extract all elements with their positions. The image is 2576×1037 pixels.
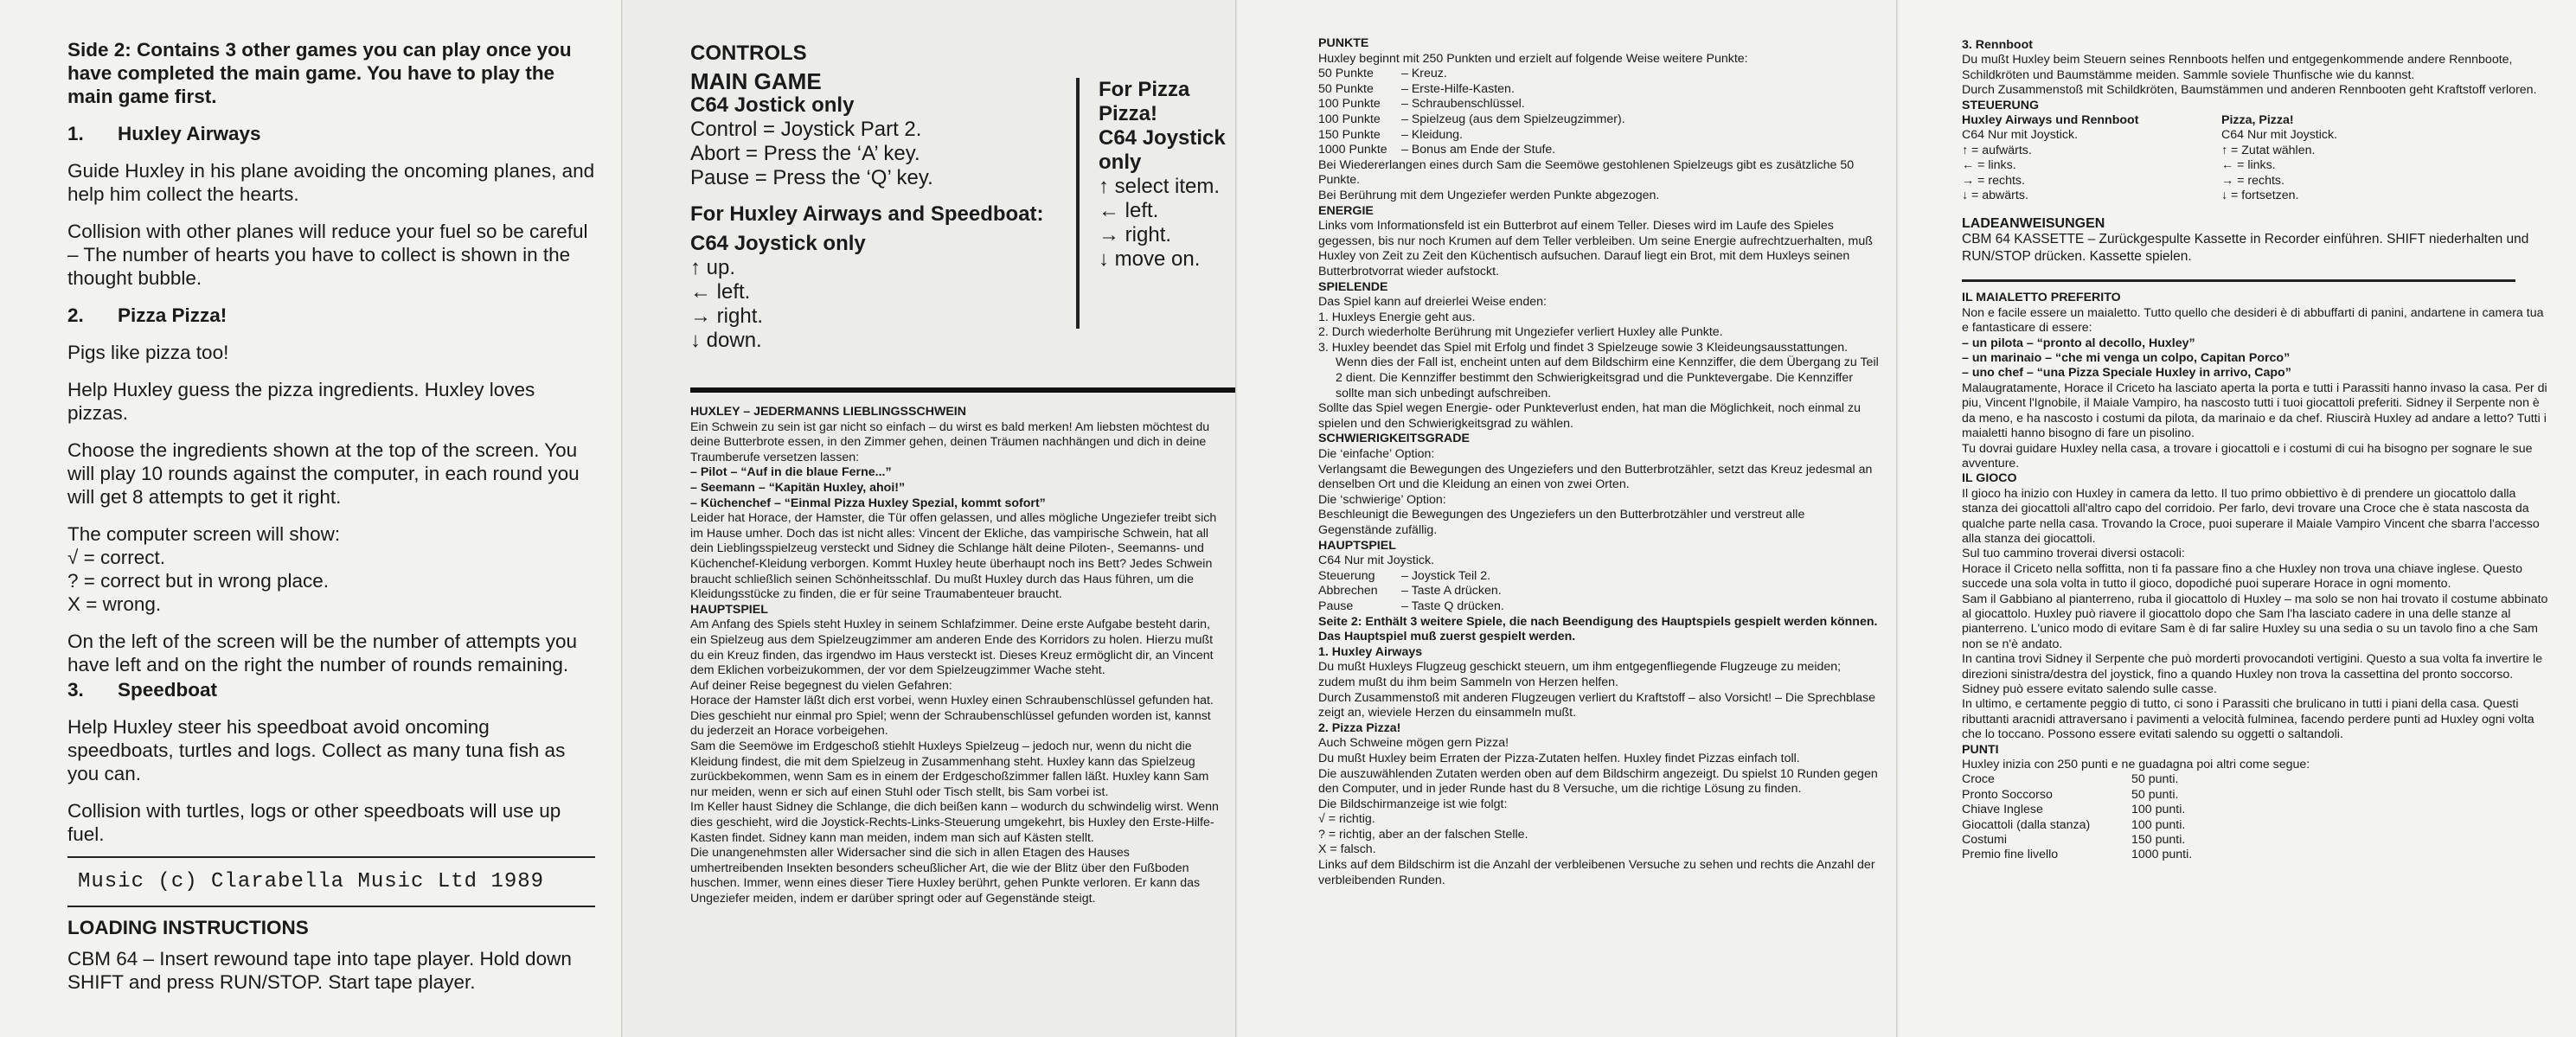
- legend-wrong-place: ? = correct but in wrong place.: [67, 570, 330, 592]
- loading-text: CBM 64 – Insert rewound tape into tape player. Hold down SHIFT and press RUN/STOP. Start tape player.: [67, 948, 572, 993]
- left-line: ← left.: [690, 280, 751, 304]
- punkte-row-key: 50 Punkte: [1318, 81, 1374, 96]
- steuerung-right-item: ↓ = fortsetzen.: [2221, 189, 2299, 203]
- hauptspiel-heading: HAUPTSPIEL: [1318, 538, 1396, 553]
- control-row-value: – Taste A drücken.: [1401, 584, 1502, 599]
- gioco-text: In ultimo, e certamente peggio di tutto, ci sono i Parassiti che brulicano in tutti i piani della casa. Questi ributtanti aracnidi attraversano i pavimenti a velocità fulminea, facendo perdere punti ad Huxley ogni volta che lo toccano. Possono essere evitati salendo su oggetti o saltandoli.: [1962, 697, 2534, 742]
- control-row: [1318, 569, 1881, 585]
- pizza-legend: X = falsch.: [1318, 842, 1376, 857]
- punti-row: [1962, 803, 2552, 817]
- italian-title: IL MAIALETTO PREFERITO: [1962, 291, 2121, 305]
- spielende-heading: SPIELENDE: [1318, 279, 1388, 294]
- gioco-text: Sam il Gabbiano al pianterreno, ruba il giocattolo di Huxley – ma solo se non hai trovato il costume abbinato al giocattolo. Huxley può riavere il giocattolo dopo che Sam l'ha lasciato cadere in una delle stanze al pianterreno. L'unico modo di evitare Sam è di far salire Huxley su una sedia o su un tavolo fino a che Sam non se n'è andato.: [1962, 592, 2548, 651]
- game1-number: 1.: [67, 123, 84, 144]
- gioco-text: Horace il Criceto nella soffitta, non ti fa passare fino a che Huxley non trova una chiave inglese. Questo succede una sola volta in tutto il gioco, dopodiché puoi superare Horace in ogni momento.: [1962, 561, 2522, 592]
- control-row-key: Steuerung: [1318, 568, 1375, 583]
- steuerung-left-item: → = rechts.: [1962, 173, 2025, 188]
- airways-heading: 1. Huxley Airways: [1318, 644, 1423, 659]
- punti-row-value: 150 punti.: [2131, 833, 2186, 848]
- loading-heading: LOADING INSTRUCTIONS: [67, 917, 309, 938]
- pizza-text: Auch Schweine mögen gern Pizza!: [1318, 736, 1509, 751]
- game1-heading: [67, 122, 595, 145]
- c64-joystick-label: C64 Joystick only: [690, 232, 866, 255]
- steuerung-right-item: → = rechts.: [2221, 173, 2284, 188]
- control-row-key: Abbrechen: [1318, 584, 1378, 599]
- intro-rest: Contains 3 other games you can play once you have completed the main game. You have to play the main game first.: [67, 39, 572, 107]
- steuerung-left-item: ↓ = abwärts.: [1962, 189, 2028, 203]
- punkte-text: Bei Wiedererlangen eines durch Sam die Seemöwe gestohlenen Spielzeugs gibt es zusätzliche 50 Punkte.: [1318, 157, 1855, 188]
- german-title: HUXLEY – JEDERMANNS LIEBLINGSSCHWEIN: [690, 405, 966, 419]
- spielende-text: Das Spiel kann auf dreierlei Weise enden:: [1318, 295, 1547, 310]
- steuerung-right-c64: C64 Nur mit Joystick.: [2221, 128, 2338, 143]
- schwierigkeit-text: Beschleunigt die Bewegungen des Ungeziefers un den Butterbrotzähler und verstreut alle Gegenstände zufällig.: [1318, 508, 1805, 537]
- steuerung-right-heading: Pizza, Pizza!: [2221, 113, 2294, 128]
- game2-number: 2.: [67, 304, 84, 326]
- airways-text: Du mußt Huxleys Flugzeug geschickt steuern, um ihm entgegenfliegende Flugzeuge zu meiden; zudem mußt du ihm beim Sammeln von Herzen helfen.: [1318, 660, 1842, 689]
- punti-row-value: 100 punti.: [2131, 817, 2186, 832]
- game3-heading: [67, 678, 595, 701]
- gioco-text: Sul tuo cammino troverai diversi ostacoli:: [1962, 547, 2185, 561]
- punti-row: [1962, 833, 2552, 848]
- panel-english: [0, 0, 625, 1037]
- airways-controls-heading: For Huxley Airways and Speedboat:: [690, 202, 1044, 226]
- schwierigkeit-heading: SCHWIERIGKEITSGRADE: [1318, 432, 1470, 446]
- german-list-item: – Küchenchef – “Einmal Pizza Huxley Spezial, kommt sofort”: [690, 496, 1046, 510]
- punkte-row: [1318, 143, 1881, 158]
- italian-text: Malaugratamente, Horace il Criceto ha lasciato aperta la porta e tutti i Parassiti hanno invaso la casa. Per di piu, Vincent l'Ignobile, il Maiale Vampiro, ha nascosto tutti i tuoi giocattoli preferiti. Sidney il Serpente non è da meno, e ha nascosto i costumi da pilota, da marinaio e da chef. Riuscirà Huxley ad andare a letto? Tutti i maialetti hanno bisogno di fare un pisolino.: [1962, 381, 2547, 441]
- control-row-value: – Taste Q drücken.: [1401, 599, 1504, 613]
- punkte-heading: PUNKTE: [1318, 36, 1369, 50]
- punkte-row: [1318, 82, 1881, 98]
- right-line: → right.: [1099, 223, 1172, 246]
- punkte-row: [1318, 97, 1881, 112]
- punti-row: [1962, 848, 2552, 862]
- control-row-key: Pause: [1318, 599, 1354, 613]
- intro-paragraph: [67, 38, 595, 108]
- intro-bold: Side 2:: [67, 39, 131, 61]
- punkte-text: Bei Berührung mit dem Ungeziefer werden Punkte abgezogen.: [1318, 188, 1660, 202]
- spielende-text: Sollte das Spiel wegen Energie- oder Punkteverlust enden, hat man die Möglichkeit, noch einmal zu spielen und den Schwierigkeitsgrad zu wählen.: [1318, 401, 1861, 431]
- select-line: ↑ select item.: [1099, 175, 1221, 198]
- panel-german-italian: [1900, 0, 2576, 1037]
- punkte-row-key: 50 Punkte: [1318, 67, 1374, 81]
- punti-row-value: 100 punti.: [2131, 803, 2186, 817]
- controls-heading: CONTROLS: [690, 42, 807, 65]
- german-text: Im Keller haust Sidney die Schlange, die dich beißen kann – wodurch du schwindelig wirst. Wenn dies geschieht, wird die Joystick-Rechts-Links-Steuerung umgekehrt, bis Huxley den Erste-Hilfe-Kasten findet. Sidney kann man meiden, indem man sich auf Kästen stellt.: [690, 800, 1219, 845]
- punkte-row-value: – Kleidung.: [1401, 127, 1463, 142]
- music-credit: Music (c) Clarabella Music Ltd 1989: [78, 870, 545, 893]
- pizza-legend: √ = richtig.: [1318, 812, 1375, 827]
- punkte-text: Huxley beginnt mit 250 Punkten und erzielt auf folgende Weise weitere Punkte:: [1318, 51, 1748, 66]
- game2-text: Help Huxley guess the pizza ingredients. Huxley loves pizzas.: [67, 379, 535, 424]
- punti-row-value: 50 punti.: [2131, 787, 2179, 802]
- punkte-row-value: – Schraubenschlüssel.: [1401, 97, 1525, 112]
- pizza-text: Die Bildschirmanzeige ist wie folgt:: [1318, 797, 1508, 811]
- schwierigkeit-text: Die ‘schwierige’ Option:: [1318, 492, 1446, 507]
- right-line: → right.: [690, 304, 764, 328]
- punkte-row-value: – Spielzeug (aus dem Spielzeugzimmer).: [1401, 112, 1625, 126]
- punti-row: [1962, 772, 2552, 787]
- pause-line: Pause = Press the ‘Q’ key.: [690, 166, 933, 189]
- spielende-item: 1. Huxleys Energie geht aus.: [1318, 310, 1476, 324]
- rennboot-text: Du mußt Huxley beim Steuern seines Rennboots helfen und entgegenkommende andere Rennboote, Schildkröten und Baumstämme meiden. Sammle soviele Thunfische wie du kannst.: [1962, 53, 2513, 82]
- italian-list-item: – uno chef – “una Pizza Speciale Huxley in arrivo, Capo”: [1962, 366, 2291, 381]
- steuerung-left-c64: C64 Nur mit Joystick.: [1962, 128, 2079, 143]
- gioco-heading: IL GIOCO: [1962, 471, 2017, 486]
- game3-text: Help Huxley steer his speedboat avoid oncoming speedboats, turtles and logs. Collect as many tuna fish as you can.: [67, 716, 566, 784]
- punti-row-key: Costumi: [1962, 833, 2008, 848]
- steuerung-right-item: ↑ = Zutat wählen.: [2221, 143, 2316, 157]
- steuerung-left-heading: Huxley Airways und Rennboot: [1962, 113, 2139, 128]
- punti-list: [1962, 772, 2552, 862]
- punkte-row-value: – Erste-Hilfe-Kasten.: [1401, 81, 1515, 96]
- game2-heading: [67, 304, 595, 327]
- italian-list-item: – un pilota – “pronto al decollo, Huxley”: [1962, 336, 2195, 350]
- divider: [67, 856, 595, 858]
- punti-heading: PUNTI: [1962, 742, 1999, 757]
- panel-german-2: [1239, 0, 1900, 1037]
- spielende-item: 3. Huxley beendet das Spiel mit Erfolg und findet 3 Spielzeuge sowie 3 Kleideungsausstattungen. Wenn dies der Fall ist, encheint unten auf dem Bildschirm eine Kennziffer, die dem Übergang zu Teil 2 dient. Die Kennziffer bestimmt den Schwierigkeitsgrad und die Punktevergabe. Die Kennziffer sollte man sich unbedingt aufschreiben.: [1318, 340, 1879, 400]
- control-line: Control = Joystick Part 2.: [690, 118, 922, 141]
- italian-text: Tu dovrai guidare Huxley nella casa, a trovare i giocattoli e i costumi di cui ha bisogno per sognare le sue avventure.: [1962, 441, 2533, 470]
- german-text: Die unangenehmsten aller Widersacher sind die sich in allen Etagen des Hauses umhertreibenden Insekten besonders scheußlicher Art, die wie der Blitz über den Fußboden huschen. Immer, wenn eines dieser Tiere Huxley berührt, gehen Punkte verloren. Er kann das Ungeziefer meiden, indem er darüber springt oder auf Gegenstände steigt.: [690, 846, 1201, 906]
- punti-row: [1962, 818, 2552, 833]
- game1-text: Collision with other planes will reduce your fuel so be careful – The number of hearts you have to collect is shown in the thought bubble.: [67, 221, 588, 289]
- punti-text: Huxley inizia con 250 punti e ne guadagna poi altri come segue:: [1962, 758, 2310, 772]
- punkte-row-key: 100 Punkte: [1318, 97, 1381, 112]
- divider: [1962, 279, 2515, 282]
- punti-row-value: 50 punti.: [2131, 772, 2179, 787]
- left-line: ← left.: [1099, 199, 1159, 222]
- up-line: ↑ up.: [690, 256, 736, 279]
- punti-row: [1962, 788, 2552, 803]
- schwierigkeit-text: Verlangsamt die Bewegungen des Ungeziefers und den Butterbrotzähler, setzt das Kreuz jedesmal an denselben Ort und die Kleidung an einen von zwei Orten.: [1318, 462, 1873, 492]
- punti-row-key: Giocattoli (dalla stanza): [1962, 817, 2091, 832]
- punkte-row: [1318, 128, 1881, 144]
- game3-text: Collision with turtles, logs or other speedboats will use up fuel.: [67, 800, 561, 845]
- spielende-item: 2. Durch wiederholte Berührung mit Ungeziefer verliert Huxley alle Punkte.: [1318, 325, 1723, 340]
- rennboot-heading: 3. Rennboot: [1962, 38, 2033, 52]
- hauptspiel-controls: [1318, 569, 1881, 615]
- german-text: Sam die Seemöwe im Erdgeschoß stiehlt Huxleys Spielzeug – jedoch nur, wenn du nicht die Kleidung findest, die mit dem Spielzeug in Zusammenhang steht. Huxley kann das Spielzeug zurückbekommen, wenn Sam es in einem der Erdgeschoßzimmer fallen läßt. Huxley kann Sam nur meiden, wenn er sich auf einen Stuhl oder Tisch stellt, bis Sam vorbei ist.: [690, 739, 1209, 799]
- pizza-text: Links auf dem Bildschirm ist die Anzahl der verbleibenen Versuche zu sehen und rechts die Anzahl der verbleibenden Runden.: [1318, 858, 1875, 887]
- punti-row-key: Chiave Inglese: [1962, 803, 2043, 817]
- game1-text: Guide Huxley in his plane avoiding the oncoming planes, and help him collect the hearts.: [67, 160, 595, 205]
- game2-text: Choose the ingredients shown at the top of the screen. You will play 10 rounds against the computer, in each round you will get 8 attempts to get it right.: [67, 439, 580, 508]
- punti-row-key: Premio fine livello: [1962, 848, 2059, 862]
- gioco-text: Il gioco ha inizio con Huxley in camera da letto. Il tuo primo obbiettivo è di prendere un giocattolo dalla stanza dei giocattoli all'altro capo del corridoio. Per farlo, devi trovare una Croce che è stata nascosta da qualche parte nella casa. Trovando la Croce, puoi superare il Maiale Vampiro Vincent che sbarra l'accesso alla stanza dei giocattoli.: [1962, 486, 2540, 546]
- energie-heading: ENERGIE: [1318, 203, 1374, 218]
- german-text: Am Anfang des Spiels steht Huxley in seinem Schlafzimmer. Deine erste Aufgabe besteht darin, ein Spielzeug aus dem Spielzeugzimmer am anderen Ende des Korridors zu holen. Hierzu mußt du ein Kreuz finden, das irgendwo im Haus versteckt ist. Dieses Kreuz ermöglicht dir, an Vincent dem Eklichen vorbeizukommen, der vor dem Spielzeugzimmer Wache steht.: [690, 618, 1214, 678]
- game2-text: The computer screen will show:: [67, 523, 341, 545]
- thick-divider: [690, 387, 1239, 393]
- game2-text: On the left of the screen will be the number of attempts you have left and on the right the number of rounds remaining.: [67, 631, 578, 675]
- seite2-text: Seite 2: Enthält 3 weitere Spiele, die nach Beendigung des Hauptspiels gespielt werden können. Das Hauptspiel muß zuerst gespielt werden.: [1318, 614, 1878, 644]
- control-row: [1318, 599, 1881, 615]
- schwierigkeit-text: Die ‘einfache’ Option:: [1318, 447, 1435, 462]
- game1-title: Huxley Airways: [118, 123, 261, 144]
- german-heading: HAUPTSPIEL: [690, 602, 768, 617]
- steuerung-left-item: ← = links.: [1962, 158, 2016, 173]
- steuerung-left: [1962, 113, 2221, 203]
- german-text: Ein Schwein zu sein ist gar nicht so einfach – du wirst es bald merken! Am liebsten möchtest du deine Butterbrote essen, in den Zimmer gehen, deinen Träumen nachhängen und dich in deine Traumberufe versetzen lassen:: [690, 419, 1210, 464]
- pizza-text: Die auszuwählenden Zutaten werden oben auf dem Bildschirm angezeigt. Du spielst 10 Runden gegen den Computer, und in jeder Runde hast du 8 Versuche, um die richtige Lösung zu finden.: [1318, 766, 1878, 797]
- german-text: Horace der Hamster läßt dich erst vorbei, wenn Huxley einen Schraubenschlüssel gefunden hat. Dies geschieht nur einmal pro Spiel; wenn der Schraubenschlüssel gefunden worden ist, kannst du jederzeit an Horace vorbeigehen.: [690, 694, 1214, 739]
- punkte-row: [1318, 67, 1881, 82]
- italian-text: Non e facile essere un maialetto. Tutto quello che desideri è di abbuffarti di panini, andartene in camera tua e fantasticare di essere:: [1962, 305, 2544, 336]
- control-row: [1318, 584, 1881, 599]
- down-line: ↓ down.: [690, 329, 762, 352]
- rennboot-text: Durch Zusammenstoß mit Schildkröten, Baumstämmen und anderen Rennbooten geht Kraftstoff verloren.: [1962, 83, 2537, 98]
- steuerung-left-item: ↑ = aufwärts.: [1962, 143, 2032, 157]
- punkte-row-key: 1000 Punkte: [1318, 143, 1387, 157]
- ladeanweisungen-text: CBM 64 KASSETTE – Zurückgespulte Kassette in Recorder einführen. SHIFT niederhalten und RUN/STOP drücken. Kassette spielen.: [1962, 232, 2529, 265]
- german-list-item: – Seemann – “Kapitän Huxley, ahoi!”: [690, 480, 906, 495]
- punkte-row-value: – Kreuz.: [1401, 67, 1447, 81]
- german-text: Auf deiner Reise begegnest du vielen Gefahren:: [690, 678, 952, 693]
- punkte-row-key: 150 Punkte: [1318, 127, 1381, 142]
- abort-line: Abort = Press the ‘A’ key.: [690, 142, 920, 165]
- punkte-row: [1318, 112, 1881, 128]
- game2-title: Pizza Pizza!: [118, 304, 227, 326]
- control-row-value: – Joystick Teil 2.: [1401, 568, 1491, 583]
- game3-title: Speedboat: [118, 679, 218, 701]
- legend-wrong: X = wrong.: [67, 593, 162, 615]
- gioco-text: In cantina trovi Sidney il Serpente che può morderti provocandoti vertigini. Questo a sua volta fa invertire le direzioni sinistra/destra del joystick, fino a quando Huxley non trova la cassettina del pronto soccorso. Sidney può essere evitato salendo sulle casse.: [1962, 652, 2543, 696]
- punti-row-key: Croce: [1962, 772, 1995, 787]
- c64-joystick-label: C64 Joystick only: [1099, 126, 1226, 174]
- steuerung-heading: STEUERUNG: [1962, 98, 2040, 112]
- hauptspiel-text: C64 Nur mit Joystick.: [1318, 554, 1435, 568]
- move-line: ↓ move on.: [1099, 247, 1201, 271]
- pizza-legend: ? = richtig, aber an der falschen Stelle.: [1318, 827, 1528, 842]
- game3-number: 3.: [67, 679, 84, 701]
- italian-list-item: – un marinaio – “che mi venga un colpo, Capitan Porco”: [1962, 351, 2291, 366]
- main-game-heading: MAIN GAME: [690, 68, 822, 94]
- german-text: Leider hat Horace, der Hamster, die Tür offen gelassen, und alles mögliche Ungeziefer treibt sich im Hause umher. Doch das ist nicht alles: Vincent der Ekliche, das vampirische Schwein, hat all dein Lieblingsspielzeug versteckt und Sidney die Schlange hält deine Piloten-, Seemanns- und Küchenchef-Kleidung verborgen. Kommt Huxley heute überhaupt noch ins Bett? Jedes Schwein braucht schließlich seinen Schönheitsschlaf. Du mußt Huxley durch das Haus führen, um die Kleidungsstücke zu finden, die er für seine Traumabenteuer braucht.: [690, 511, 1217, 602]
- punkte-row-key: 100 Punkte: [1318, 112, 1381, 126]
- panel-controls-german: [625, 0, 1239, 1037]
- energie-text: Links vom Informationsfeld ist ein Butterbrot auf einem Teller. Dieses wird im Laufe des Spieles gegessen, bis nur noch Krumen auf dem Teller verbleiben. Um seine Energie aufrechtzuerhalten, muß Huxley von Zeit zu Zeit den Küchentisch aufsuchen. Darauf liegt ein Brot, mit dem Huxleys seinen Butterbrotvorrat wieder aufstockt.: [1318, 219, 1873, 278]
- pizza-controls: [1076, 78, 1239, 329]
- pizza-heading: 2. Pizza Pizza!: [1318, 720, 1401, 735]
- c64-joystick-label: C64 Jostick only: [690, 93, 855, 117]
- legend-correct: √ = correct.: [67, 547, 166, 568]
- punti-row-key: Pronto Soccorso: [1962, 787, 2053, 802]
- steuerung-right: [2221, 113, 2481, 203]
- divider: [67, 906, 595, 907]
- punkte-row-value: – Bonus am Ende der Stufe.: [1401, 143, 1556, 157]
- steuerung-right-item: ← = links.: [2221, 158, 2276, 173]
- punkte-list: [1318, 67, 1881, 158]
- punti-row-value: 1000 punti.: [2131, 848, 2193, 862]
- ladeanweisungen-heading: LADEANWEISUNGEN: [1962, 216, 2105, 232]
- airways-text: Durch Zusammenstoß mit anderen Flugzeugen verliert du Kraftstoff – also Vorsicht! – Die Sprechblase zeigt an, wieviele Herzen du einsammeln mußt.: [1318, 690, 1875, 720]
- pizza-controls-heading: For Pizza Pizza!: [1099, 78, 1190, 125]
- german-list-item: – Pilot – “Auf in die blaue Ferne...”: [690, 465, 892, 480]
- pizza-text: Du mußt Huxley beim Erraten der Pizza-Zutaten helfen. Huxley findet Pizzas einfach toll.: [1318, 751, 1800, 765]
- game2-text: Pigs like pizza too!: [67, 342, 229, 363]
